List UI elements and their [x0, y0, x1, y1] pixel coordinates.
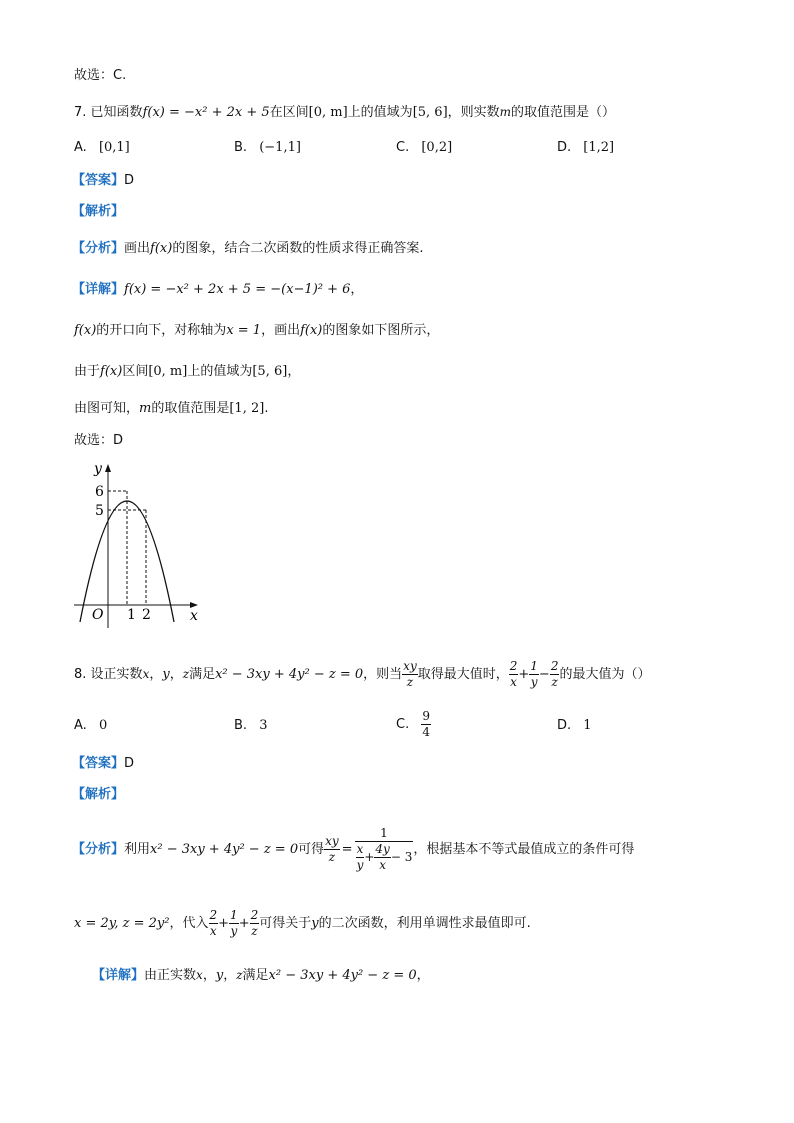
q8-minus: −	[538, 667, 550, 682]
q8-line2-y: y	[311, 916, 319, 931]
q8-fenxi-pre: 利用	[124, 842, 151, 857]
q8-fenxi-eq: x² − 3xy + 4y² − z = 0	[150, 842, 299, 857]
q8-line2	[74, 906, 531, 942]
q8-line2-mid: ，代入	[169, 916, 209, 931]
q7-answer-value: D	[124, 173, 135, 188]
y-axis-label: y	[94, 461, 102, 477]
q8-number: 8.	[74, 667, 87, 682]
q7-answer-line	[72, 172, 134, 190]
q8-line2-frac1-num: 2	[209, 908, 218, 922]
q7-option-b	[234, 140, 301, 155]
q8-frac2-num: 1	[530, 659, 538, 673]
q7-interval: [0, m]	[308, 105, 348, 120]
q8-option-a	[74, 718, 107, 733]
q8-fenxi-lhs-den: z	[328, 850, 336, 864]
q8-fenxi-lhs-num: xy	[325, 834, 339, 848]
q7-mid2: 上的值域为	[347, 105, 413, 120]
q8-line2-plus1: +	[218, 916, 230, 931]
q8-option-c-num: 9	[422, 709, 430, 723]
q7-fenxi-label: 【分析】	[72, 241, 125, 256]
q7-select-line	[74, 432, 123, 450]
q8-detail-post: ，	[416, 968, 430, 983]
q7-fenxi-fx: f(x)	[150, 241, 173, 256]
q7-fenxi-pre: 画出	[124, 241, 151, 256]
q8-plus: +	[518, 667, 530, 682]
q7-analysis-line	[72, 203, 124, 221]
parabola-graph	[60, 456, 220, 636]
q8-detail-z: z	[236, 968, 243, 982]
q7-line3-fx: f(x)	[100, 364, 123, 379]
q8-fenxi-in1-num: x	[356, 842, 364, 856]
q7-fenxi-post: 的图象，结合二次函数的性质求得正确答案.	[172, 241, 424, 256]
q8-answer-line	[72, 755, 134, 773]
q8-fenxi-in-plus: +	[364, 850, 375, 864]
q8-fenxi-mid: 可得	[298, 842, 325, 857]
q8-option-c-frac	[421, 709, 431, 740]
q8-fenxi-equals: =	[341, 842, 353, 857]
q7-range: [5, 6]	[412, 105, 448, 120]
q7-line3-range: [5, 6]	[252, 364, 288, 379]
q8-option-a-letter: A.	[74, 718, 87, 733]
q7-detail-line	[72, 281, 363, 299]
q8-option-d	[557, 718, 592, 733]
q7-line3-interval: [0, m]	[148, 364, 188, 379]
q8-fenxi-in2-den: x	[379, 858, 387, 872]
q7-option-d-value: [1,2]	[583, 140, 615, 155]
q7-line4-range: [1, 2]	[229, 401, 265, 416]
q7-detail-expr: f(x) = −x² + 2x + 5 = −(x−1)² + 6	[124, 282, 351, 297]
q8-mid: 满足	[189, 667, 216, 682]
q8-frac1-den: x	[510, 675, 517, 689]
q8-option-a-value: 0	[98, 718, 108, 733]
q8-fenxi-in2-num: 4y	[375, 842, 390, 856]
q7-line4-mid: 的取值范围是	[151, 401, 230, 416]
q8-detail-label: 【详解】	[92, 968, 145, 983]
x-axis-label: x	[190, 608, 198, 624]
question-8-stem	[74, 657, 650, 692]
q7-line3	[74, 363, 300, 381]
q8-frac-xy-z	[402, 659, 418, 690]
q8-detail-y: y	[215, 968, 224, 983]
q8-frac-num: xy	[403, 659, 417, 673]
q8-line2-frac1-den: x	[209, 924, 217, 938]
q7-option-a	[74, 140, 130, 155]
q7-analysis-label: 【解析】	[72, 204, 125, 219]
q8-detail-sep2: ，	[223, 968, 237, 983]
q8-line2-frac2-den: y	[230, 924, 238, 938]
q8-mid2: ，则当	[363, 667, 403, 682]
q7-option-a-letter: A.	[74, 140, 87, 155]
x-tick-2: 2	[142, 607, 151, 623]
q8-fenxi-post: ，根据基本不等式最值成立的条件可得	[413, 842, 635, 857]
q7-m: m	[499, 105, 512, 119]
q8-fenxi-rhs	[355, 826, 414, 873]
y-axis-arrow	[105, 464, 111, 472]
q7-line3-post: ，	[287, 364, 301, 379]
q8-option-c-letter: C.	[396, 717, 410, 732]
q7-option-b-value: (−1,1]	[259, 140, 301, 155]
select-c-text: 故选：C.	[74, 68, 127, 83]
q8-sep1: ，	[149, 667, 163, 682]
q8-frac1-num: 2	[509, 659, 518, 673]
q7-line4-post: .	[264, 401, 269, 416]
q7-line4-pre: 由图可知，	[74, 401, 140, 416]
q8-detail-eq: x² − 3xy + 4y² − z = 0	[268, 968, 417, 983]
q8-detail-line	[92, 966, 430, 985]
y-tick-6: 6	[95, 484, 104, 500]
q8-line2-frac2	[229, 908, 239, 939]
q8-fenxi-line	[72, 818, 634, 882]
q7-answer-label: 【答案】	[72, 173, 125, 188]
q8-frac2-den: y	[530, 675, 538, 689]
select-c-line	[74, 67, 126, 85]
question-7-stem	[74, 103, 615, 122]
q8-line2-mid2: 可得关于	[259, 916, 312, 931]
q8-option-d-letter: D.	[557, 718, 572, 733]
q8-line2-frac3-num: 2	[250, 908, 259, 922]
q7-option-c-letter: C.	[396, 140, 410, 155]
q7-detail-post: ，	[350, 282, 364, 297]
q7-line4	[74, 400, 268, 418]
q8-analysis-label: 【解析】	[72, 787, 125, 802]
q8-fenxi-rhs-den	[355, 842, 414, 873]
q8-pre: 设正实数	[90, 667, 143, 682]
q7-number: 7.	[74, 105, 87, 120]
q7-option-c-value: [0,2]	[421, 140, 453, 155]
q8-option-b-letter: B.	[234, 718, 248, 733]
q7-line4-m: m	[139, 401, 152, 416]
q7-line2-fx: f(x)	[74, 323, 97, 338]
q8-frac1	[509, 659, 519, 690]
q8-analysis-line	[72, 786, 124, 804]
q7-option-a-value: [0,1]	[98, 140, 130, 155]
q8-option-c	[396, 706, 431, 744]
q8-option-b-value: 3	[259, 718, 268, 733]
q8-frac2	[529, 659, 539, 690]
q8-y: y	[162, 667, 170, 682]
q8-tail: 的最大值为（）	[559, 667, 651, 682]
q8-detail-sep1: ，	[202, 968, 216, 983]
q8-frac3-num: 2	[550, 659, 559, 673]
q8-line2-frac3	[250, 908, 260, 939]
q8-mid3: 取得最大值时，	[417, 667, 509, 682]
origin-label: O	[92, 607, 104, 623]
q7-tail: 的取值范围是（）	[511, 105, 616, 120]
q7-line2	[74, 322, 439, 340]
q7-line3-mid: 区间	[122, 364, 149, 379]
q8-option-b	[234, 718, 267, 733]
q8-detail-pre: 由正实数	[144, 968, 197, 983]
q7-option-b-letter: B.	[234, 140, 248, 155]
q8-option-c-den: 4	[422, 725, 430, 739]
q7-line2-fx2: f(x)	[300, 323, 323, 338]
q7-line2-mid2: ，画出	[261, 323, 301, 338]
q7-line2-mid: 的开口向下，对称轴为	[96, 323, 227, 338]
q8-fenxi-in1-den: y	[356, 858, 364, 872]
q8-fenxi-in-minus: − 3	[390, 850, 413, 864]
q7-pre: 已知函数	[90, 105, 143, 120]
q8-line2-post: 的二次函数，利用单调性求最值即可.	[318, 916, 531, 931]
q8-detail-x: x	[196, 968, 203, 982]
q8-line2-expr: x = 2y, z = 2y²	[74, 916, 170, 931]
q8-detail-mid: 满足	[242, 968, 269, 983]
q8-sep2: ，	[169, 667, 183, 682]
x-tick-1: 1	[127, 607, 136, 623]
q8-line2-frac2-num: 1	[230, 908, 238, 922]
q7-post: ，则实数	[447, 105, 500, 120]
q7-option-c	[396, 140, 452, 155]
q7-function: f(x) = −x² + 2x + 5	[142, 105, 270, 120]
q8-fenxi-lhs	[324, 834, 340, 865]
q8-fenxi-label: 【分析】	[72, 842, 125, 857]
q8-line2-frac1	[209, 908, 219, 939]
q8-fenxi-rhs-num: 1	[355, 826, 414, 842]
q7-line2-axis: x = 1	[226, 323, 262, 338]
q7-mid: 在区间	[269, 105, 309, 120]
q8-frac-den: z	[406, 675, 414, 689]
q8-x: x	[142, 667, 150, 681]
q7-fenxi-line	[72, 240, 423, 258]
q7-line3-mid2: 上的值域为	[187, 364, 253, 379]
q7-option-d-letter: D.	[557, 140, 572, 155]
q7-line3-pre: 由于	[74, 364, 101, 379]
q8-equation: x² − 3xy + 4y² − z = 0	[215, 667, 364, 682]
q8-answer-value: D	[124, 756, 135, 771]
q8-line2-plus2: +	[238, 916, 250, 931]
y-tick-5: 5	[95, 503, 104, 519]
q8-fenxi-in2	[374, 842, 390, 873]
q7-option-d	[557, 140, 614, 155]
q8-frac3-den: z	[551, 675, 558, 689]
q8-z: z	[182, 667, 190, 681]
q8-option-d-value: 1	[583, 718, 592, 733]
q8-line2-frac3-den: z	[251, 924, 258, 938]
q7-select-text: 故选：D	[74, 433, 124, 448]
q8-answer-label: 【答案】	[72, 756, 125, 771]
q7-detail-label: 【详解】	[72, 282, 125, 297]
q7-line2-post: 的图象如下图所示，	[322, 323, 440, 338]
